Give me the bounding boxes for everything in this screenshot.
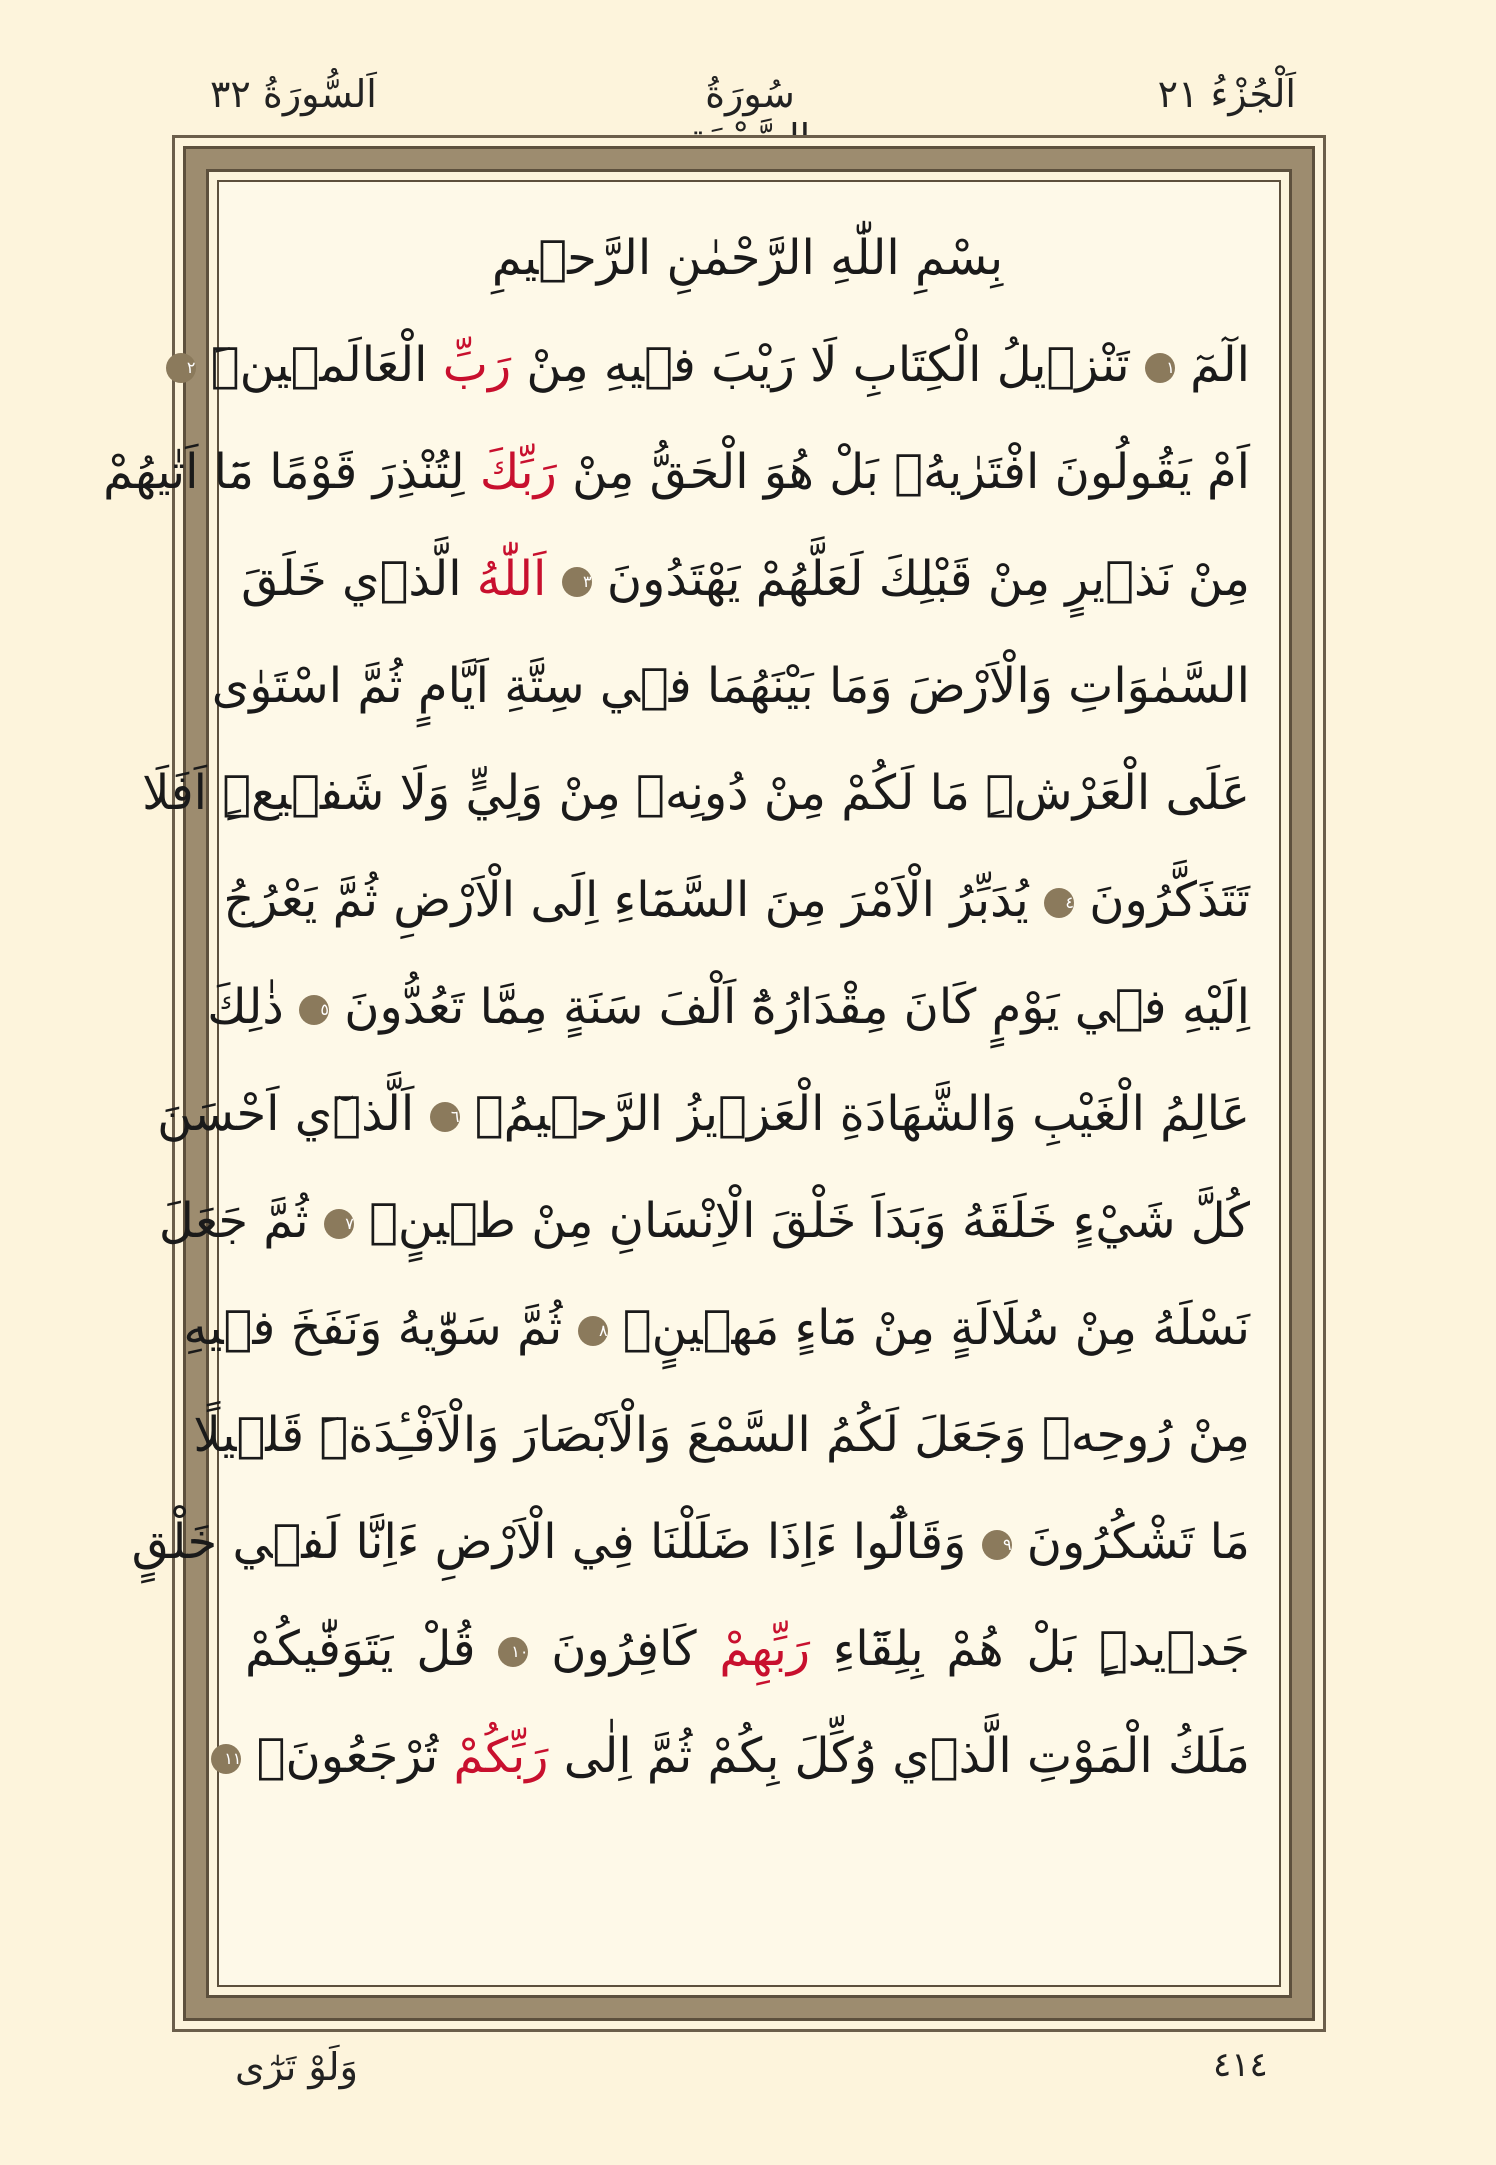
verse-text: وَقَالُٓوا ءَاِذَا ضَلَلْنَا فِي الْاَرْضِ ءَاِنَّا لَف۪ي خَلْقٍ: [131, 1514, 982, 1570]
ayah-number-marker: ٥: [299, 995, 329, 1025]
ayah-number-marker: ٢: [166, 353, 196, 383]
verse-line: [131, 1489, 1250, 1596]
verse-text: مَا تَشْكُرُونَ: [1011, 1514, 1250, 1570]
basmala: بِسْمِ اللّٰهِ الرَّحْمٰنِ الرَّح۪يمِ: [491, 230, 1004, 286]
verse-text: مِنْ رُوحِه۪ وَجَعَلَ لَكُمُ السَّمْعَ وَالْاَبْصَارَ وَالْاَفْـِٔدَةَۜ قَل۪يلًا: [193, 1407, 1250, 1463]
verse-text: ذٰلِكَ: [207, 979, 299, 1035]
verse-line: [241, 526, 1250, 633]
divine-name-highlight: رَبِّكُمْ: [453, 1728, 549, 1784]
verse-text: اِلَيْهِ ف۪ي يَوْمٍ كَانَ مِقْدَارُهُٓ اَلْفَ سَنَةٍ مِمَّا تَعُدُّونَ: [328, 979, 1250, 1035]
verse-line: [103, 419, 1250, 526]
verse-lines: [103, 205, 1250, 1810]
ayah-number-marker: ٩: [982, 1530, 1012, 1560]
page-number: ٤١٤: [1213, 2045, 1268, 2085]
divine-name-highlight: اَللّٰهُ: [476, 551, 547, 607]
verse-text: لِتُنْذِرَ قَوْمًا مَٓا اَتٰيهُمْ: [103, 444, 480, 500]
verse-line: [245, 1596, 1250, 1703]
verse-line: [193, 1382, 1250, 1489]
ayah-number-marker: ٨: [578, 1316, 608, 1346]
verse-line: [158, 1168, 1250, 1275]
verse-line: [223, 847, 1250, 954]
ayah-number-marker: ١٠: [498, 1637, 528, 1667]
ayah-number-marker: ٣: [562, 567, 592, 597]
verse-text: كُلَّ شَيْءٍ خَلَقَهُ وَبَدَاَ خَلْقَ الْاِنْسَانِ مِنْ ط۪ينٍۚ: [353, 1193, 1250, 1249]
verse-text: عَلَى الْعَرْشِۜ مَا لَكُمْ مِنْ دُونِه۪ مِنْ وَلِيٍّ وَلَا شَف۪يعٍۜ اَفَلَا: [142, 765, 1250, 821]
verse-line: [211, 633, 1250, 740]
verse-text: جَد۪يدٍۜ بَلْ هُمْ بِلِقَٓاءِ: [810, 1621, 1250, 1677]
verse-text: [546, 551, 561, 607]
verse-line: [183, 1275, 1250, 1382]
page-header: [0, 72, 1496, 122]
verse-text: كَافِرُونَ: [528, 1621, 720, 1677]
verse-text: مِنْ نَذ۪يرٍ مِنْ قَبْلِكَ لَعَلَّهُمْ يَهْتَدُونَ: [591, 551, 1250, 607]
verse-line: [186, 312, 1250, 419]
ayah-number-marker: ٦: [430, 1102, 460, 1132]
verse-line: [224, 1703, 1250, 1810]
verse-text: قُلْ يَتَوَفّٰيكُمْ: [245, 1621, 499, 1677]
verse-text: الَّذ۪ي خَلَقَ: [241, 551, 477, 607]
verse-text: ثُمَّ جَعَلَ: [158, 1193, 324, 1249]
ayah-number-marker: ١١: [211, 1744, 241, 1774]
verse-line: [142, 740, 1250, 847]
ayah-number-marker: ١: [1145, 353, 1175, 383]
verse-text: يُدَبِّرُ الْاَمْرَ مِنَ السَّمَٓاءِ اِلَى الْاَرْضِ ثُمَّ يَعْرُجُ: [223, 872, 1044, 928]
verse-text: الْعَالَم۪ينَۜ: [195, 337, 443, 393]
verse-text: عَالِمُ الْغَيْبِ وَالشَّهَادَةِ الْعَز۪يزُ الرَّح۪يمُۙ: [459, 1086, 1250, 1142]
verse-line: [157, 1061, 1250, 1168]
catchword: وَلَوْ تَرٰٓى: [235, 2045, 358, 2089]
verse-text: الٓمٓ: [1174, 337, 1250, 393]
verse-text: السَّمٰوَاتِ وَالْاَرْضَ وَمَا بَيْنَهُمَا ف۪ي سِتَّةِ اَيَّامٍ ثُمَّ اسْتَوٰى: [211, 658, 1250, 714]
verse-text: ثُمَّ سَوّٰيهُ وَنَفَخَ ف۪يهِ: [183, 1300, 578, 1356]
surah-number-label: اَلسُّورَةُ ٣٢: [210, 72, 377, 116]
verse-text: تَتَذَكَّرُونَ: [1073, 872, 1250, 928]
divine-name-highlight: رَبِّكَ: [479, 444, 557, 500]
surah-title: سُورَةُ: [705, 72, 795, 116]
divine-name-highlight: رَبِّهِمْ: [719, 1621, 811, 1677]
verse-text: نَسْلَهُ مِنْ سُلَالَةٍ مِنْ مَٓاءٍ مَه۪ينٍۚ: [607, 1300, 1250, 1356]
verses: [103, 312, 1250, 1810]
divine-name-highlight: رَبِّ: [442, 337, 512, 393]
verse-text: تُرْجَعُونَ۟: [241, 1728, 454, 1784]
ayah-number-marker: ٤: [1044, 888, 1074, 918]
verse-text: تَنْز۪يلُ الْكِتَابِ لَا رَيْبَ ف۪يهِ مِنْ: [511, 337, 1145, 393]
verse-text: اَمْ يَقُولُونَ افْتَرٰيهُۚ بَلْ هُوَ الْحَقُّ مِنْ: [556, 444, 1250, 500]
juz-label: اَلْجُزْءُ ٢١: [1157, 72, 1296, 116]
ayah-number-marker: ٧: [324, 1209, 354, 1239]
verse-line: [207, 954, 1250, 1061]
verse-text: اَلَّذ۪ٓي اَحْسَنَ: [157, 1086, 430, 1142]
verse-text: مَلَكُ الْمَوْتِ الَّذ۪ي وُكِّلَ بِكُمْ ثُمَّ اِلٰى: [548, 1728, 1250, 1784]
